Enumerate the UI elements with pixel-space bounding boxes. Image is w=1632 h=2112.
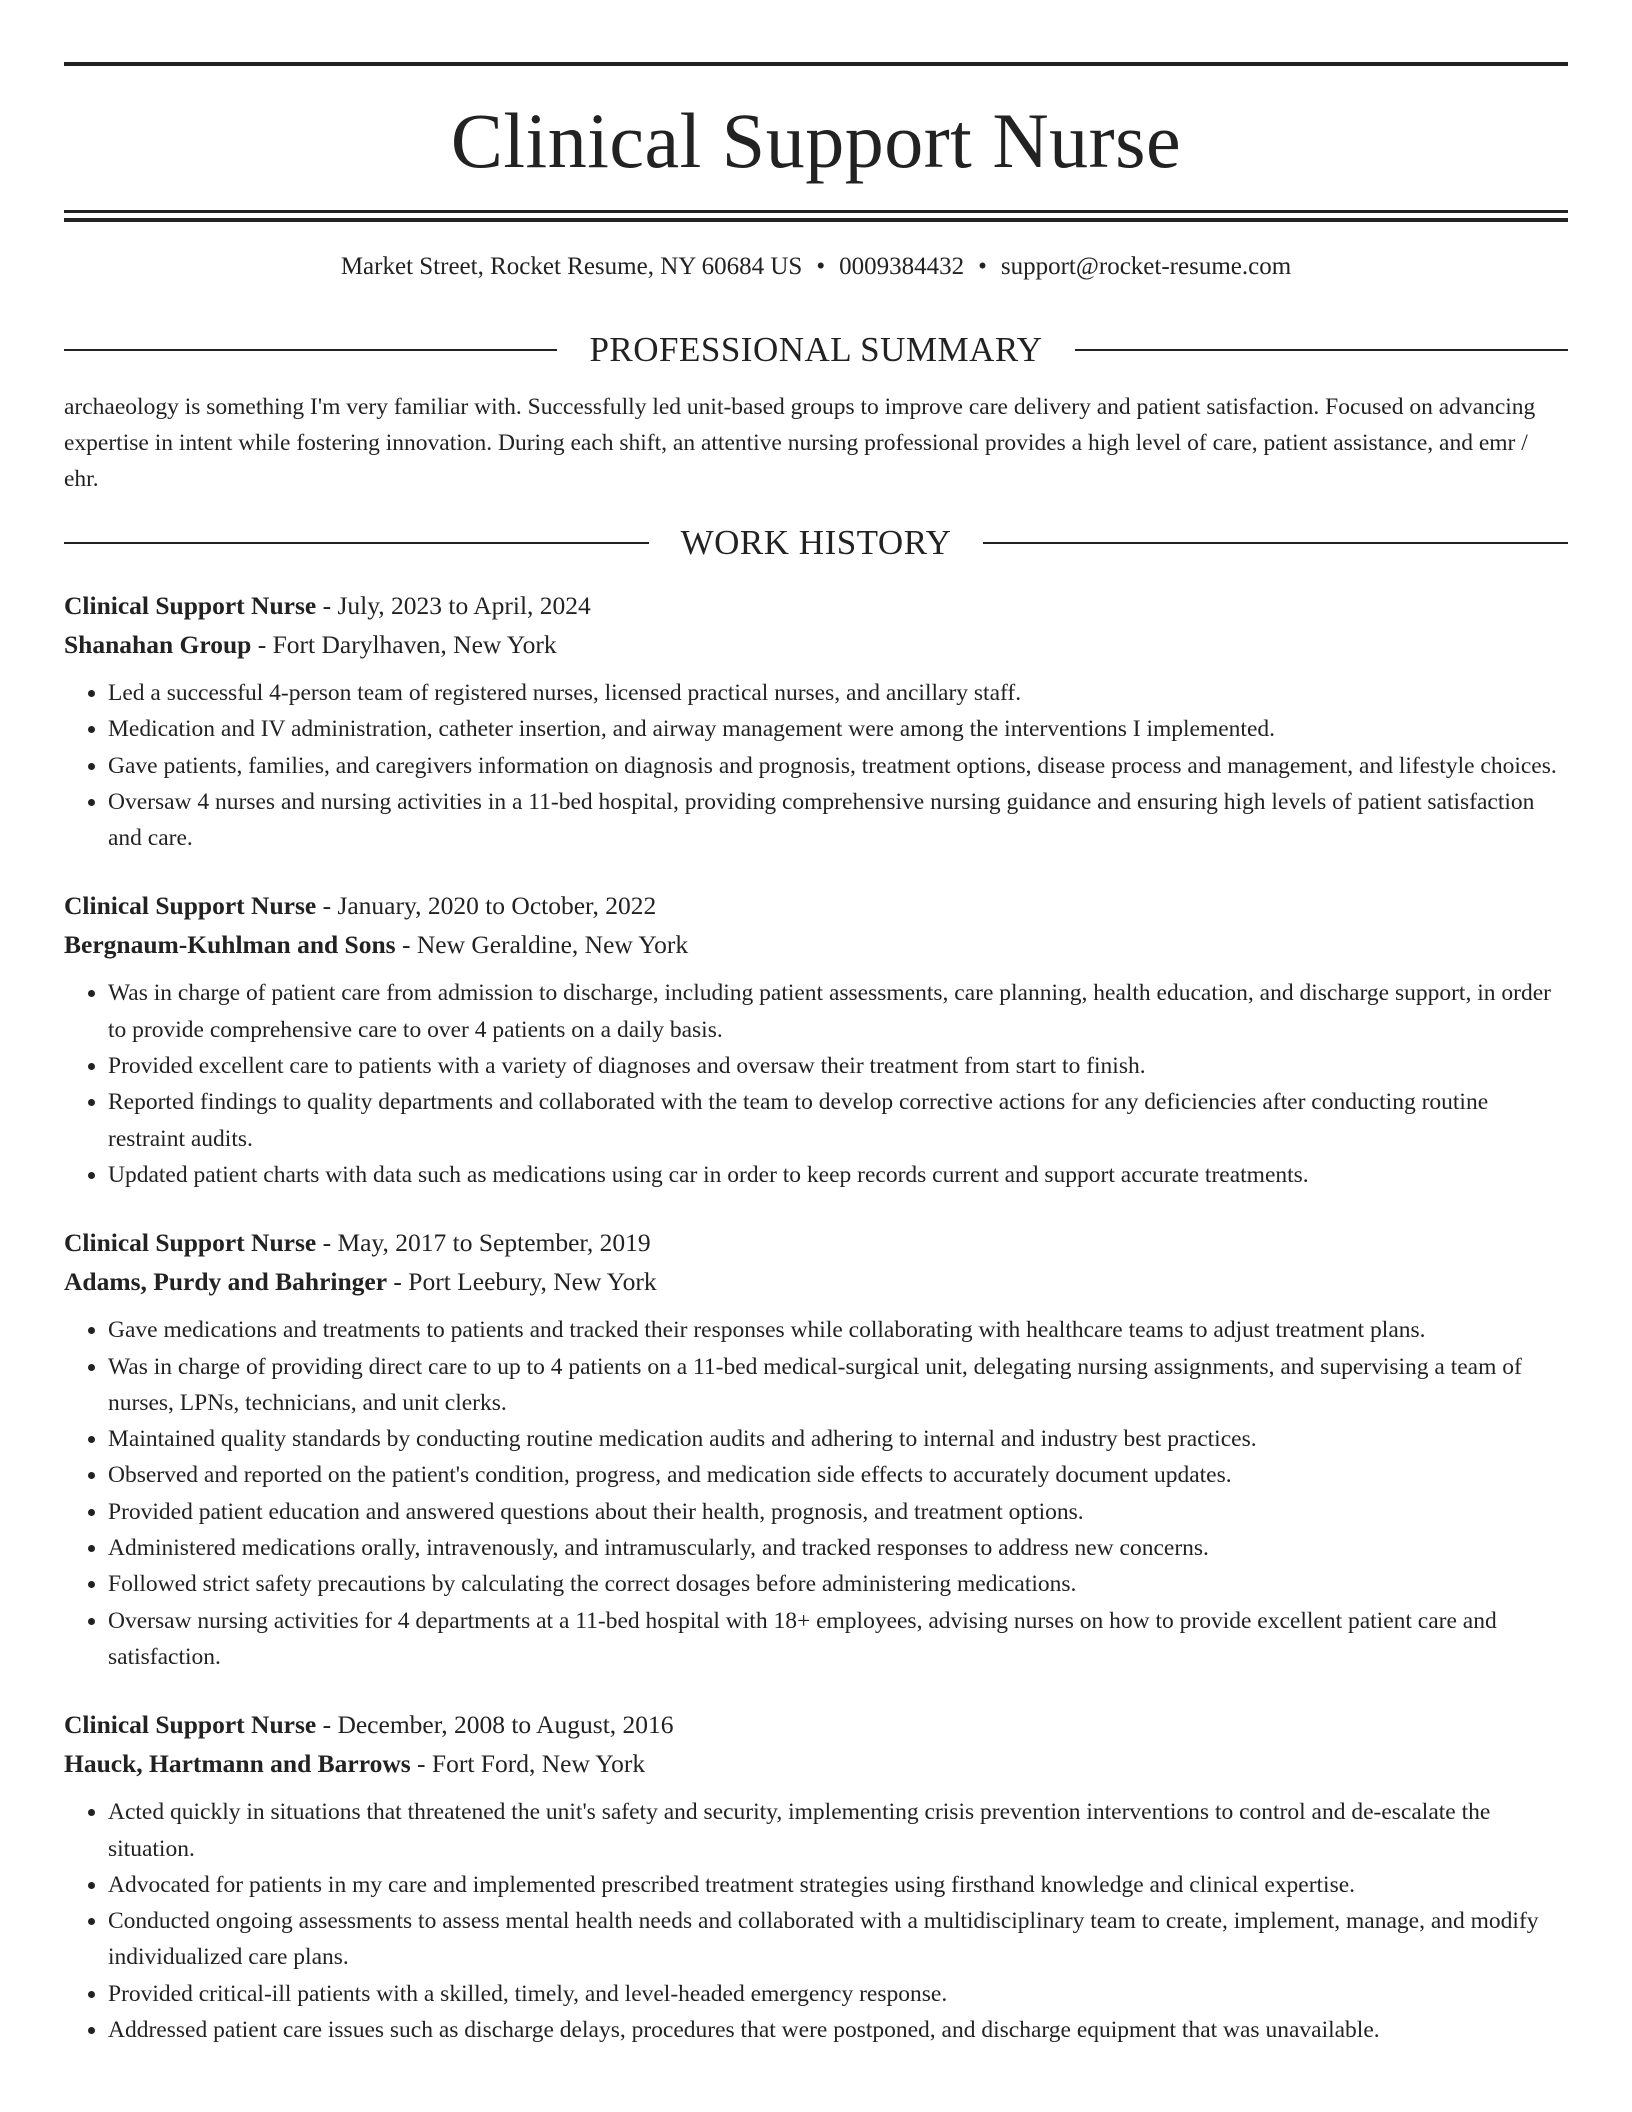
job-bullet: • Advocated for patients in my care and implemented prescribed treatment strategies using firsthand knowledge and clinical expertise.	[108, 1867, 1568, 1903]
job-bullets	[64, 675, 1568, 856]
job-bullet: • Oversaw 4 nurses and nursing activities in a 11-bed hospital, providing comprehensive nursing guidance and ensuring high levels of patient satisfaction and care.	[108, 784, 1568, 857]
job-bullet: • Updated patient charts with data such as medications using car in order to keep records current and support accurate treatments.	[108, 1157, 1568, 1193]
heading-rule-right	[983, 542, 1568, 544]
job-title: Clinical Support Nurse	[64, 1228, 317, 1258]
job-bullet: • Addressed patient care issues such as discharge delays, procedures that were postponed, and discharge equipment that was unavailable.	[108, 2012, 1568, 2048]
job-company: Bergnaum-Kuhlman and Sons	[64, 930, 396, 960]
contact-separator: •	[978, 253, 987, 280]
heading-rule-left	[64, 349, 557, 351]
heading-rule-left	[64, 542, 649, 544]
job-title: Clinical Support Nurse	[64, 591, 317, 620]
job-bullet: • Provided critical-ill patients with a skilled, timely, and level-headed emergency response.	[108, 1976, 1568, 2012]
job-bullet: • Acted quickly in situations that threatened the unit's safety and security, implementing crisis prevention interventions to control and de-escalate the situation.	[108, 1794, 1568, 1867]
work-history-heading-text: WORK HISTORY	[680, 523, 952, 562]
job-title: Clinical Support Nurse	[64, 1710, 317, 1740]
job-entry	[64, 1223, 1568, 1675]
job-bullet: • Followed strict safety precautions by calculating the correct dosages before administering medications.	[108, 1566, 1568, 1602]
job-bullets	[64, 1312, 1568, 1675]
job-bullet: • Provided patient education and answered questions about their health, prognosis, and treatment options.	[108, 1494, 1568, 1530]
job-company-line	[64, 1262, 1568, 1301]
contact-line	[64, 252, 1568, 282]
job-location: - Fort Darylhaven, New York	[251, 630, 557, 659]
job-title-line	[64, 886, 1568, 925]
resume-title: Clinical Support Nurse	[450, 97, 1182, 184]
job-title: Clinical Support Nurse	[64, 891, 317, 921]
job-dates: - December, 2008 to August, 2016	[316, 1710, 674, 1740]
job-bullet: • Observed and reported on the patient's condition, progress, and medication side effects to accurately document updates.	[108, 1457, 1568, 1493]
job-dates: - January, 2020 to October, 2022	[316, 891, 657, 921]
job-location: - Fort Ford, New York	[410, 1749, 646, 1779]
job-dates: - May, 2017 to September, 2019	[316, 1228, 651, 1258]
job-company-line	[64, 925, 1568, 964]
job-title-line	[64, 1705, 1568, 1744]
summary-heading-text: PROFESSIONAL SUMMARY	[589, 330, 1043, 369]
contact-phone: 0009384432	[839, 253, 965, 280]
job-dates: - July, 2023 to April, 2024	[316, 591, 591, 620]
job-bullets	[64, 975, 1568, 1193]
job-bullet: • Led a successful 4-person team of registered nurses, licensed practical nurses, and ancillary staff.	[108, 675, 1568, 711]
job-company: Adams, Purdy and Bahringer	[64, 1267, 388, 1297]
heading-rule-right	[1075, 349, 1568, 351]
job-company: Shanahan Group	[64, 630, 252, 659]
title-double-rule	[64, 210, 1568, 222]
work-history-heading	[64, 525, 1568, 560]
job-bullet: • Was in charge of patient care from admission to discharge, including patient assessments, care planning, health education, and discharge support, in order to provide comprehensive care to over 4 patients on a daily basis.	[108, 975, 1568, 1048]
job-company-line	[64, 1744, 1568, 1783]
job-bullets	[64, 1794, 1568, 2048]
contact-separator: •	[816, 253, 826, 280]
job-bullet: • Provided excellent care to patients with a variety of diagnoses and oversaw their treatment from start to finish.	[108, 1048, 1568, 1084]
job-entry	[64, 886, 1568, 1193]
job-entry	[64, 1705, 1568, 2048]
job-entry	[64, 586, 1568, 856]
job-company-line	[64, 625, 1568, 664]
job-bullet: • Reported findings to quality departments and collaborated with the team to develop corrective actions for any deficiencies after conducting routine restraint audits.	[108, 1084, 1568, 1157]
job-company: Hauck, Hartmann and Barrows	[64, 1749, 411, 1779]
job-bullet: • Gave medications and treatments to patients and tracked their responses while collaborating with healthcare teams to adjust treatment plans.	[108, 1312, 1568, 1348]
job-bullet: • Gave patients, families, and caregivers information on diagnosis and prognosis, treatment options, disease process and management, and lifestyle choices.	[108, 748, 1568, 784]
job-title-line	[64, 586, 1568, 625]
top-rule	[64, 62, 1568, 66]
summary-heading	[64, 332, 1568, 367]
job-bullet: • Maintained quality standards by conducting routine medication audits and adhering to internal and industry best practices.	[108, 1421, 1568, 1457]
contact-email: support@rocket-resume.com	[1000, 253, 1292, 280]
job-bullet: • Was in charge of providing direct care to up to 4 patients on a 11-bed medical-surgical unit, delegating nursing assignments, and supervising a team of nurses, LPNs, technicians, and unit clerks.	[108, 1349, 1568, 1422]
contact-address: Market Street, Rocket Resume, NY 60684 US	[340, 253, 803, 280]
summary-text: archaeology is something I'm very familiar with. Successfully led unit-based groups to improve care delivery and patient satisfaction. Focused on advancing expertise in intent while fostering innovation. During each shift, an attentive nursing professional provides a high level of care, patient assistance, and emr / ehr.	[64, 394, 1536, 492]
job-location: - New Geraldine, New York	[395, 930, 689, 960]
job-title-line	[64, 1223, 1568, 1262]
job-bullet: • Medication and IV administration, catheter insertion, and airway management were among the interventions I implemented.	[108, 711, 1568, 747]
job-bullet: • Oversaw nursing activities for 4 departments at a 11-bed hospital with 18+ employees, advising nurses on how to provide excellent patient care and satisfaction.	[108, 1603, 1568, 1676]
job-bullet: • Administered medications orally, intravenously, and intramuscularly, and tracked responses to address new concerns.	[108, 1530, 1568, 1566]
job-location: - Port Leebury, New York	[387, 1267, 657, 1297]
job-bullet: • Conducted ongoing assessments to assess mental health needs and collaborated with a multidisciplinary team to create, implement, manage, and modify individualized care plans.	[108, 1903, 1568, 1976]
